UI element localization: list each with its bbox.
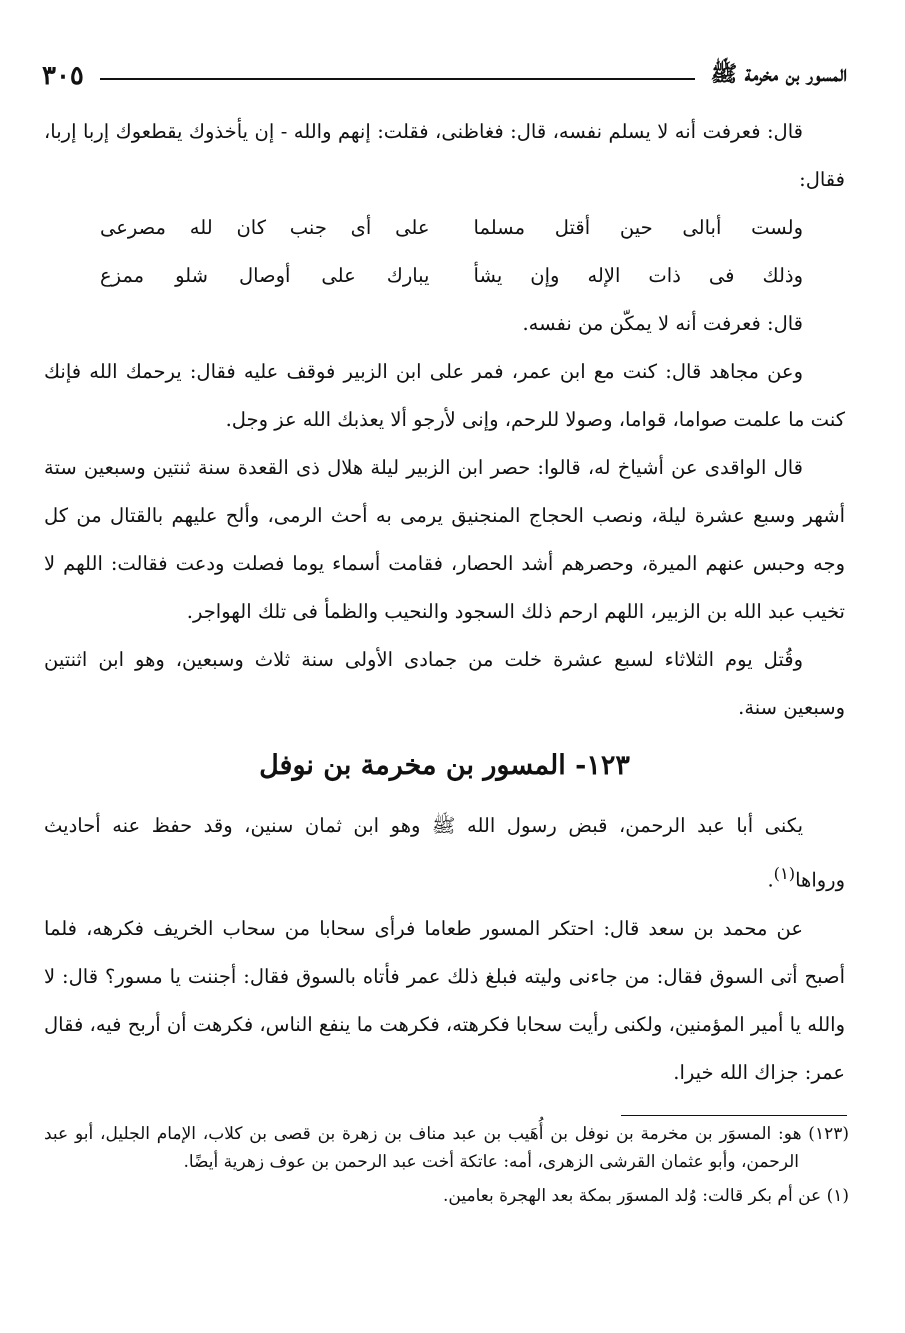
running-header	[42, 58, 847, 94]
running-title: المسور بن مخرمة ﷺ	[710, 61, 847, 87]
paragraph: وعن مجاهد قال: كنت مع ابن عمر، فمر على ابن الزبير فوقف عليه فقال: يرحمك الله فإنك كنت ما علمت صواما، قواما، وصولا للرحم، وإنى لأرجو ألا يعذبك الله عز وجل.	[44, 360, 845, 431]
footnotes	[44, 1120, 849, 1216]
header-rule	[100, 78, 695, 80]
footnote-rule	[621, 1115, 847, 1116]
paragraph: قال: فعرفت أنه لا يمكّن من نفسه.	[522, 312, 803, 335]
footnote: (١٢٣) هو: المسوَر بن مخرمة بن نوفل بن أُهَيب بن عبد مناف بن زهرة بن قصى بن كلاب، الإمام الجليل، أبو عبد الرحمن، وأبو عثمان القرشى الزهرى، أمه: عاتكة أخت عبد الرحمن بن عوف زهرية أيضًا.	[44, 1124, 849, 1172]
page-number: ٣٠٥	[42, 61, 84, 91]
paragraph: قال الواقدى عن أشياخ له، قالوا: حصر ابن الزبير ليلة هلال ذى القعدة سنة ثنتين وسبعين ستة أشهر وسبع عشرة ليلة، ونصب الحجاج المنجنيق يرمى به أحث الرمى، وألح عليهم بالقتال من كل وجه وحبس عنهم الميرة، وحصرهم أشد الحصار، فقامت أسماء يوما فصلت ودعت فقالت: اللهم لا تخيب عبد الله بن الزبير، اللهم ارحم ذلك السجود والنحيب والظمأ فى تلك الهواجر.	[44, 456, 845, 623]
verse-hemistich: وذلك فى ذات الإله وإن يشأ	[473, 264, 803, 287]
paragraph: يكنى أبا عبد الرحمن، قبض رسول الله ﷺ وهو ابن ثمان سنين، وقد حفظ عنه أحاديث ورواها$^{(١)}$.	[44, 814, 845, 892]
verse-hemistich: يبارك على أوصال شلو ممزع	[100, 264, 430, 287]
paragraph: عن محمد بن سعد قال: احتكر المسور طعاما فرأى سحابا من سحاب الخريف فكرهه، فلما أصبح أتى السوق فقال: من جاءنى وليته فبلغ ذلك عمر فأتاه بالسوق فقال: أجننت يا مسور؟ قال: لا والله يا أمير المؤمنين، ولكنى رأيت سحابا فكرهته، فكرهت ما ينفع الناس، فكرهت أن أربح فيه، فقال عمر: جزاك الله خيرا.	[44, 916, 845, 1084]
poem-verses	[44, 204, 845, 300]
footnote-reference: (١)	[773, 864, 796, 883]
verse-hemistich: على أى جنب كان لله مصرعى	[100, 216, 430, 239]
footnote: (١) عن أم بكر قالت: وُلد المسوَر بمكة بعد الهجرة بعامين.	[442, 1186, 849, 1206]
paragraph-text: يكنى أبا عبد الرحمن، قبض رسول الله ﷺ وهو ابن ثمان سنين، وقد حفظ عنه أحاديث ورواها	[44, 814, 845, 892]
verse-hemistich: ولست أبالى حين أقتل مسلما	[473, 216, 803, 239]
main-text	[44, 108, 845, 1097]
paragraph: وقُتل يوم الثلاثاء لسبع عشرة خلت من جمادى الأولى سنة ثلاث وسبعين، وهو ابن اثنتين وسبعين سنة.	[44, 648, 845, 719]
paragraph: قال: فعرفت أنه لا يسلم نفسه، قال: فغاظنى، فقلت: إنهم والله - إن يأخذوك يقطعوك إربا إربا، فقال:	[44, 120, 845, 191]
biography-heading: ١٢٣- المسور بن مخرمة بن نوفل	[259, 750, 630, 781]
